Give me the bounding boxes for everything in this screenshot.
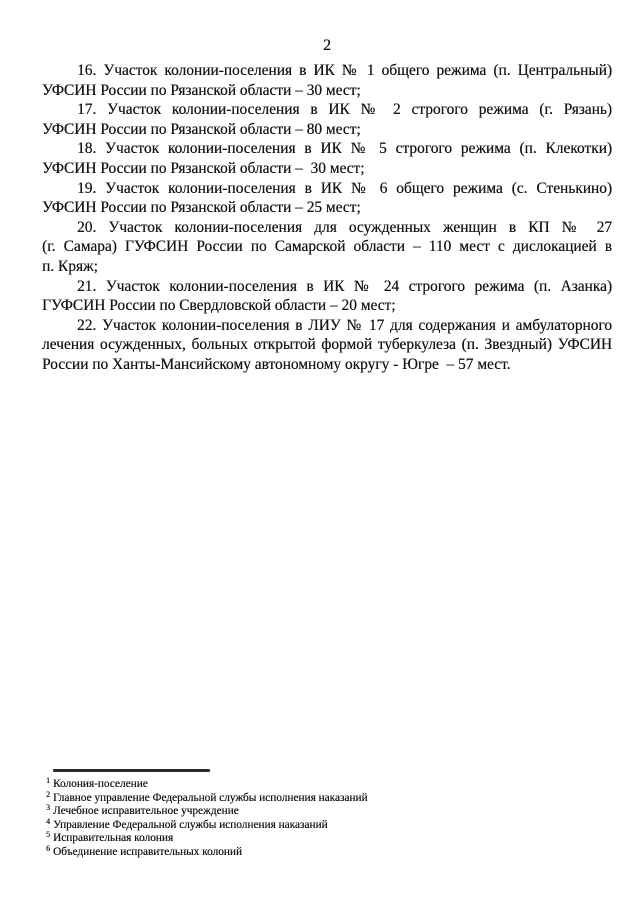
page-number: 2: [323, 37, 331, 54]
footnote-marker: 5: [46, 830, 50, 840]
footnote-marker: 3: [46, 803, 50, 813]
footnote-item: [46, 843, 606, 860]
paragraph-16-line-1: 16. Участок колонии-поселения в ИК № 1 общего режима (п. Центральный): [77, 62, 612, 79]
paragraph-17-line-2: УФСИН России по Рязанской области – 80 мест;: [42, 120, 361, 138]
paragraph-19-line-1: 19. Участок колонии-поселения в ИК № 6 общего режима (с. Стенькино): [77, 179, 612, 197]
footnote-marker: 4: [46, 816, 50, 826]
document-body: [42, 61, 612, 375]
footnote-text: Исправительная колония: [53, 832, 174, 845]
footnote-text: Главное управление Федеральной службы исполнения наказаний: [53, 791, 368, 804]
paragraph-22-line-1: 22. Участок колонии-поселения в ЛИУ № 17 для содержания и амбулаторного: [77, 316, 612, 334]
footnote-list: [46, 778, 606, 860]
footnote-separator: [53, 769, 210, 772]
paragraph-18-line-2: УФСИН России по Рязанской области – 30 мест;: [42, 159, 365, 177]
paragraph-17-line-1: 17. Участок колонии-поселения в ИК № 2 строгого режима (г. Рязань): [77, 101, 612, 119]
footnote-item: [46, 832, 606, 846]
footnote-item: [46, 816, 606, 833]
paragraph-20-line-3: п. Кряж;: [42, 257, 98, 275]
paragraph-22-line-3: России по Ханты-Мансийскому автономному округу - Югре – 57 мест.: [42, 355, 511, 373]
footnote-marker: 1: [46, 776, 50, 785]
footnote-text: Объединение исправительных колоний: [53, 845, 242, 858]
footnote-area: [46, 769, 606, 860]
footnote-text: Управление Федеральной службы исполнения наказаний: [53, 818, 328, 831]
paragraph-20-line-1: 20. Участок колонии-поселения для осужденных женщин в КП № 27: [77, 218, 612, 236]
footnote-text: Колония-поселение: [53, 778, 148, 790]
paragraph-20-line-2: (г. Самара) ГУФСИН России по Самарской области – 110 мест с дислокацией в: [42, 238, 612, 256]
paragraph-21-line-2: ГУФСИН России по Свердловской области – 20 мест;: [42, 297, 396, 315]
paragraph-22-line-2: лечения осужденных, больных открытой формой туберкулеза (п. Звездный) УФСИН: [42, 336, 612, 354]
paragraph-16-line-2: УФСИН России по Рязанской области – 30 мест;: [42, 81, 361, 99]
footnote-marker: 2: [46, 789, 50, 799]
paragraph-21-line-1: 21. Участок колонии-поселения в ИК № 24 строгого режима (п. Азанка): [77, 277, 612, 295]
footnote-item: [46, 778, 606, 792]
footnote-text: Лечебное исправительное учреждение: [53, 805, 239, 818]
paragraph-19-line-2: УФСИН России по Рязанской области – 25 мест;: [42, 199, 361, 217]
paragraph-18-line-1: 18. Участок колонии-поселения в ИК № 5 строгого режима (п. Клекотки): [77, 140, 612, 158]
footnote-item: [46, 789, 606, 806]
footnote-marker: 6: [46, 843, 50, 853]
footnote-item: [46, 805, 606, 819]
